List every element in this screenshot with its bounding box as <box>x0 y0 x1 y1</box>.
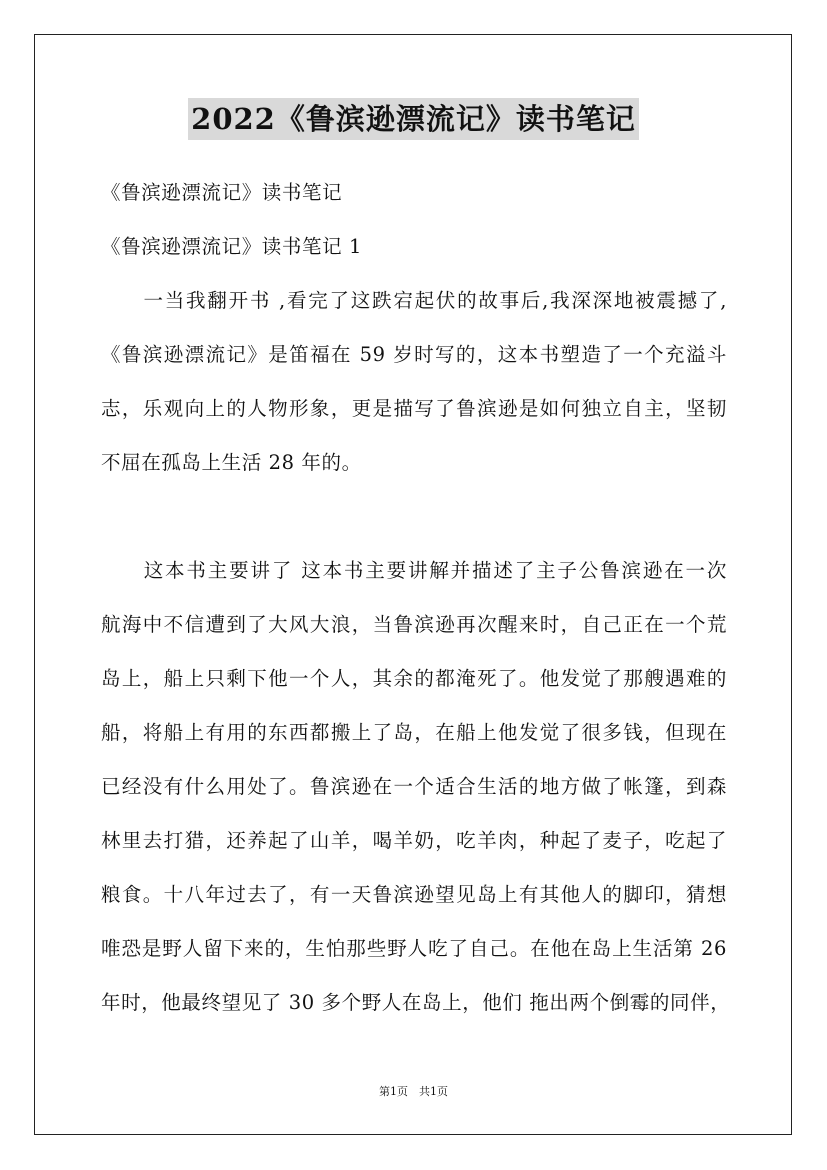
section-heading: 《鲁滨逊漂流记》读书笔记 1 <box>101 235 363 258</box>
paragraph2-line: 唯恐是野人留下来的，生怕那些野人吃了自己。在他在岛上生活第 26 <box>101 937 727 960</box>
title-wrap <box>0 98 827 140</box>
paragraph2-line: 船，将船上有用的东西都搬上了岛，在船上他发觉了很多钱，但现在 <box>101 721 727 744</box>
paragraph1-line: 志，乐观向上的人物形象，更是描写了鲁滨逊是如何独立自主，坚韧 <box>101 397 727 420</box>
document-subtitle: 《鲁滨逊漂流记》读书笔记 <box>101 181 343 204</box>
paragraph1-line: 一当我翻开书 ,看完了这跌宕起伏的故事后,我深深地被震撼了, <box>101 289 727 312</box>
paragraph2-line: 航海中不信遭到了大风大浪，当鲁滨逊再次醒来时，自己正在一个荒 <box>101 613 727 636</box>
paragraph2-line: 已经没有什么用处了。鲁滨逊在一个适合生活的地方做了帐篷，到森 <box>101 775 727 798</box>
paragraph1-line: 不屈在孤岛上生活 28 年的。 <box>101 451 362 474</box>
paragraph2-line: 林里去打猎，还养起了山羊，喝羊奶，吃羊肉，种起了麦子，吃起了 <box>101 829 727 852</box>
paragraph2-line: 年时，他最终望见了 30 多个野人在岛上，他们 拖出两个倒霉的同伴， <box>101 991 731 1014</box>
paragraph2-line: 这本书主要讲了 这本书主要讲解并描述了主子公鲁滨逊在一次 <box>101 559 727 582</box>
paragraph2-line: 粮食。十八年过去了，有一天鲁滨逊望见岛上有其他人的脚印，猜想 <box>101 883 727 906</box>
document-title: 2022《鲁滨逊漂流记》读书笔记 <box>188 98 639 140</box>
paragraph1-line: 《鲁滨逊漂流记》是笛福在 59 岁时写的，这本书塑造了一个充溢斗 <box>101 343 727 366</box>
paragraph2-line: 岛上，船上只剩下他一个人，其余的都淹死了。他发觉了那艘遇难的 <box>101 667 727 690</box>
page-number-footer: 第1页 共1页 <box>379 1085 448 1098</box>
